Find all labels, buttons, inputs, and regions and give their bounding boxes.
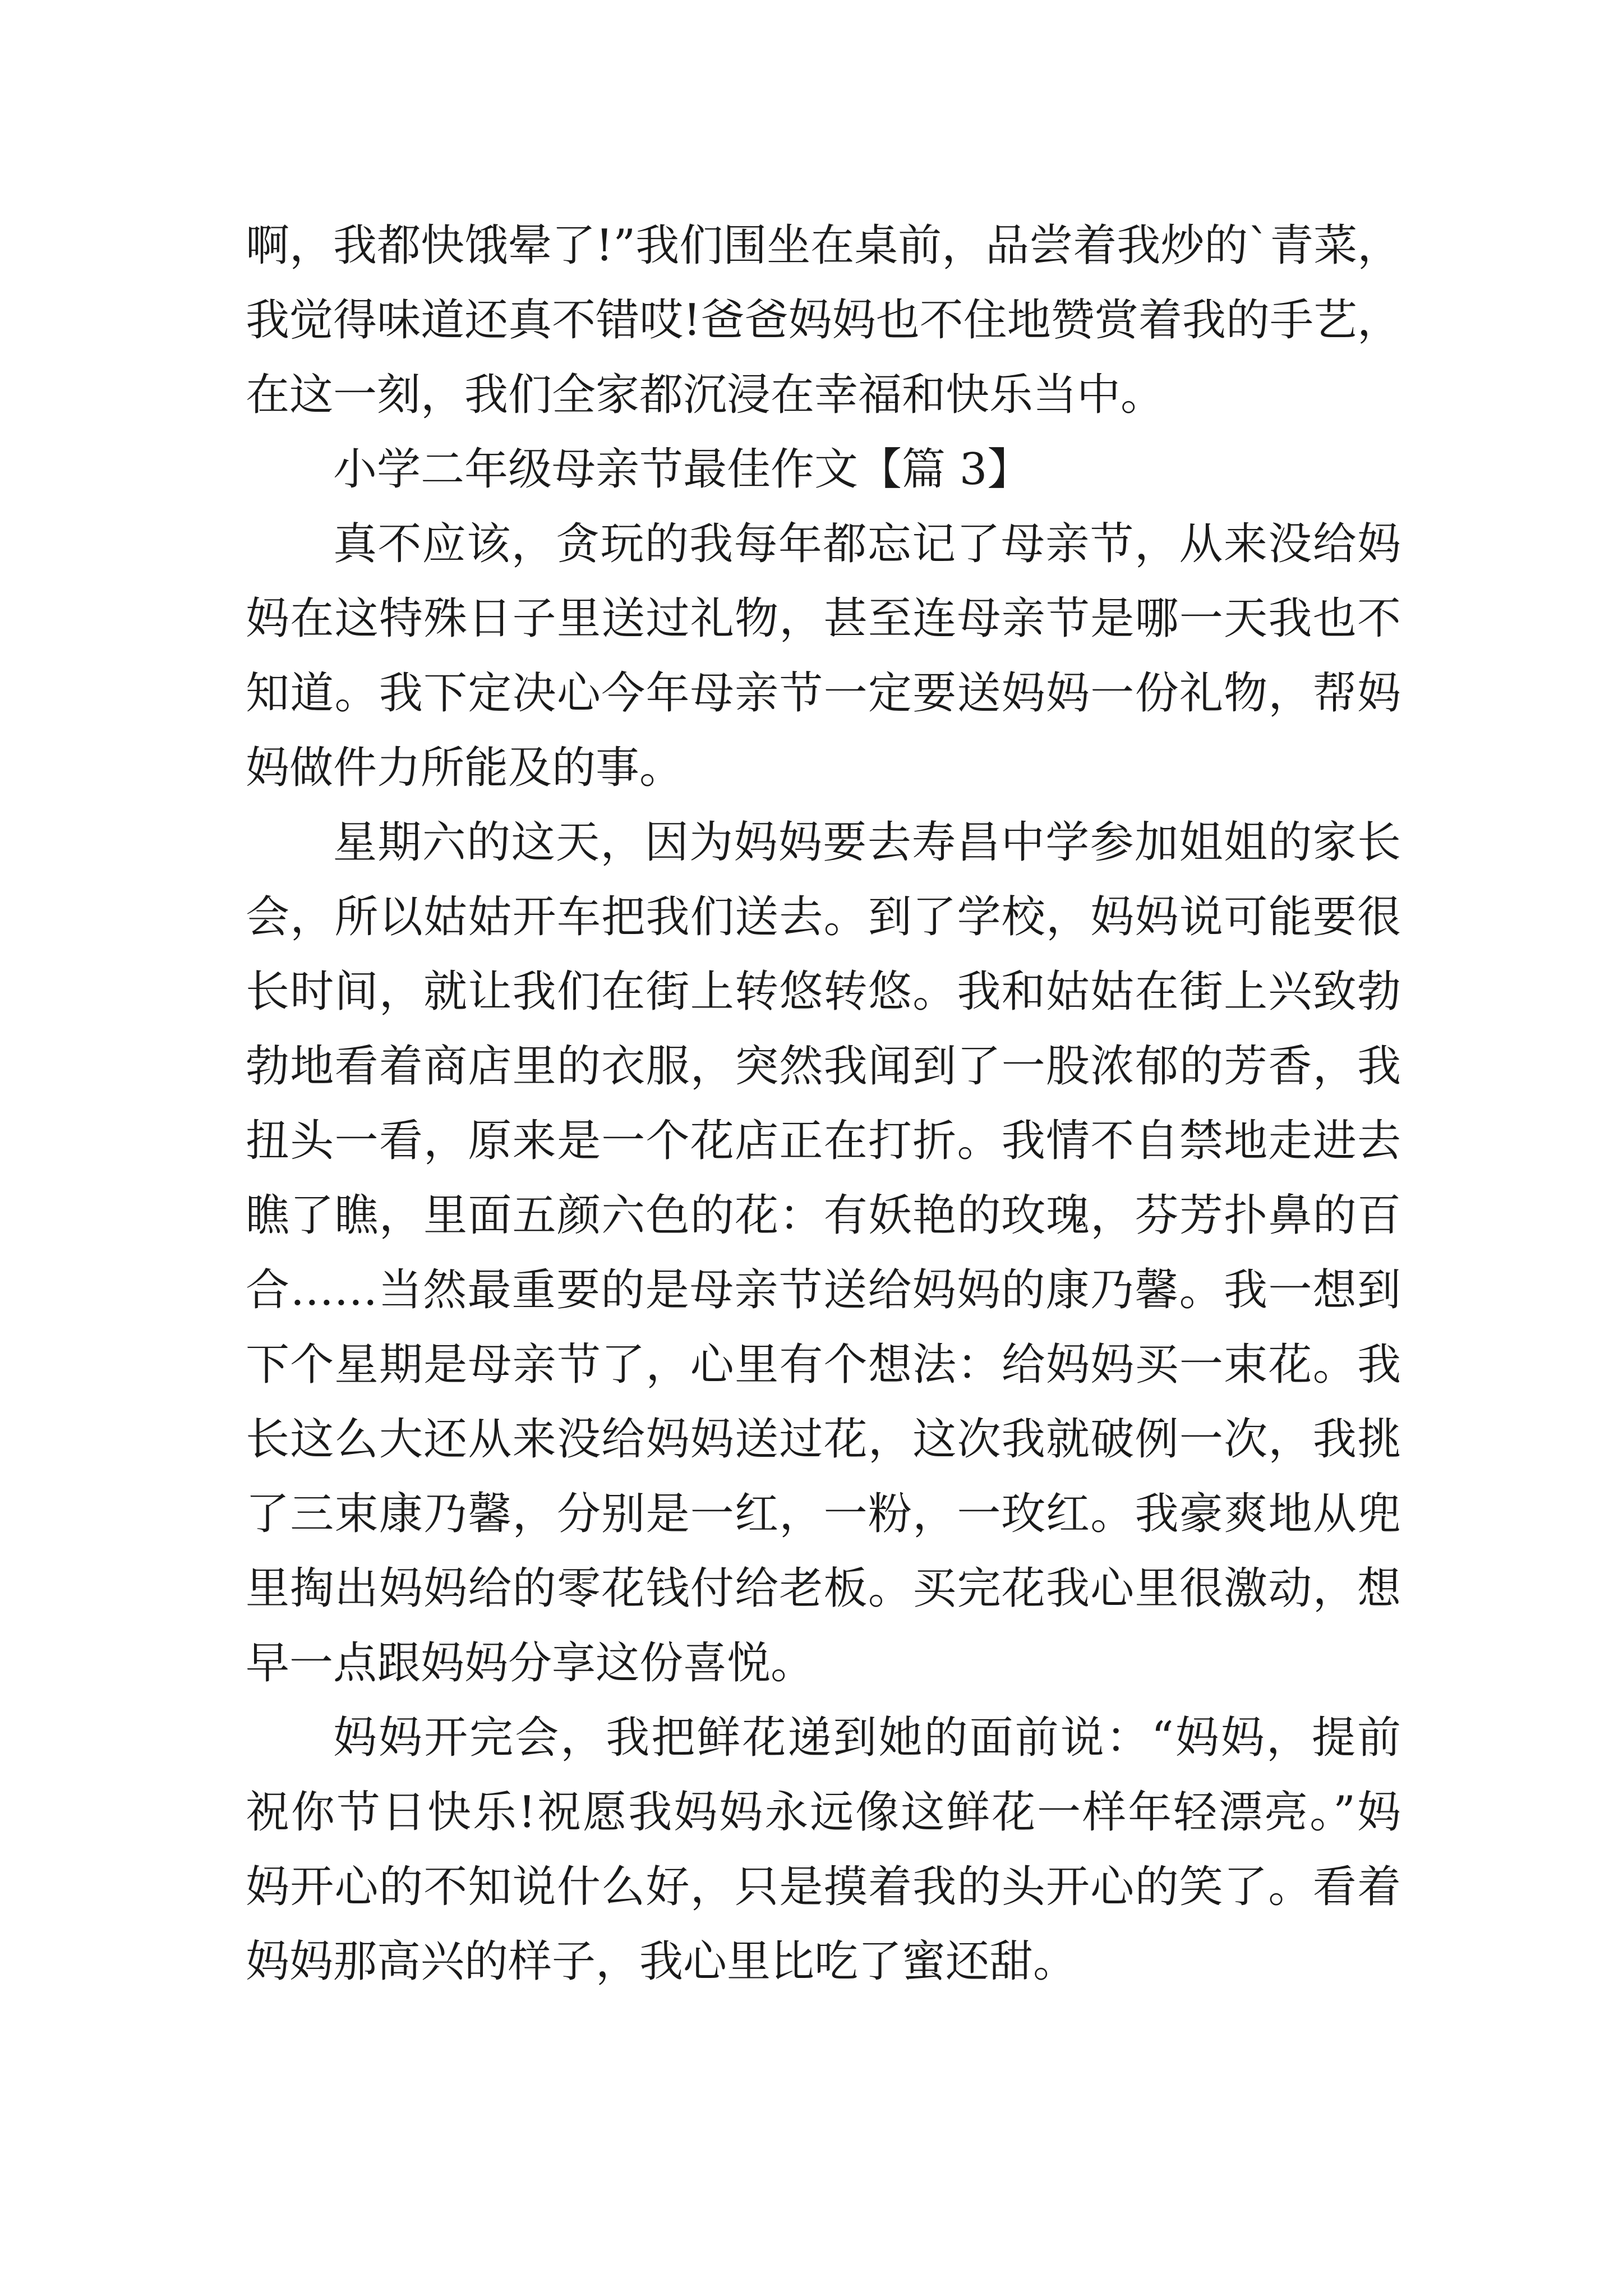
paragraph-start-line: 真不应该，贪玩的我每年都忘记了母亲节，从来没给妈 [333,519,1401,569]
text-line: 我觉得味道还真不错哎!爸爸妈妈也不住地赞赏着我的手艺， [246,295,1401,346]
text-line: 妈开心的不知说什么好，只是摸着我的头开心的笑了。看着 [246,1862,1401,1912]
essay-body [246,209,1401,1999]
text-line: 勃地看着商店里的衣服，突然我闻到了一股浓郁的芳香，我 [246,1041,1401,1092]
text-line: 瞧了瞧，里面五颜六色的花：有妖艳的玫瑰，芬芳扑鼻的百 [246,1190,1401,1241]
text-line: 啊，我都快饿晕了!”我们围坐在桌前，品尝着我炒的`青菜， [246,220,1401,271]
paragraph-end-line: 妈做件力所能及的事。 [246,743,684,793]
text-line: 知道。我下定决心今年母亲节一定要送妈妈一份礼物，帮妈 [246,668,1401,719]
text-line: 合……当然最重要的是母亲节送给妈妈的康乃馨。我一想到 [246,1265,1401,1315]
paragraph-end-line: 早一点跟妈妈分享这份喜悦。 [246,1638,815,1688]
text-line: 长这么大还从来没给妈妈送过花，这次我就破例一次，我挑 [246,1414,1401,1465]
paragraph-end-line: 妈妈那高兴的样子，我心里比吃了蜜还甜。 [246,1936,1077,1987]
text-line: 里掏出妈妈给的零花钱付给老板。买完花我心里很激动，想 [246,1563,1401,1614]
text-line: 扭头一看，原来是一个花店正在打折。我情不自禁地走进去 [246,1116,1401,1166]
text-line: 妈在这特殊日子里送过礼物，甚至连母亲节是哪一天我也不 [246,593,1401,644]
essay-section-heading: 小学二年级母亲节最佳作文【篇 3】 [333,444,1031,495]
text-line: 了三束康乃馨，分别是一红，一粉，一玫红。我豪爽地从兜 [246,1489,1401,1539]
text-line: 祝你节日快乐!祝愿我妈妈永远像这鲜花一样年轻漂亮。”妈 [246,1787,1401,1838]
paragraph-end-line: 在这一刻，我们全家都沉浸在幸福和快乐当中。 [246,370,1165,420]
text-line: 下个星期是母亲节了，心里有个想法：给妈妈买一束花。我 [246,1340,1401,1390]
paragraph-start-line: 星期六的这天，因为妈妈要去寿昌中学参加姐姐的家长 [333,817,1401,868]
paragraph-start-line: 妈妈开完会，我把鲜花递到她的面前说：“妈妈，提前 [333,1713,1401,1763]
text-line: 会，所以姑姑开车把我们送去。到了学校，妈妈说可能要很 [246,892,1401,942]
text-line: 长时间，就让我们在街上转悠转悠。我和姑姑在街上兴致勃 [246,967,1401,1017]
